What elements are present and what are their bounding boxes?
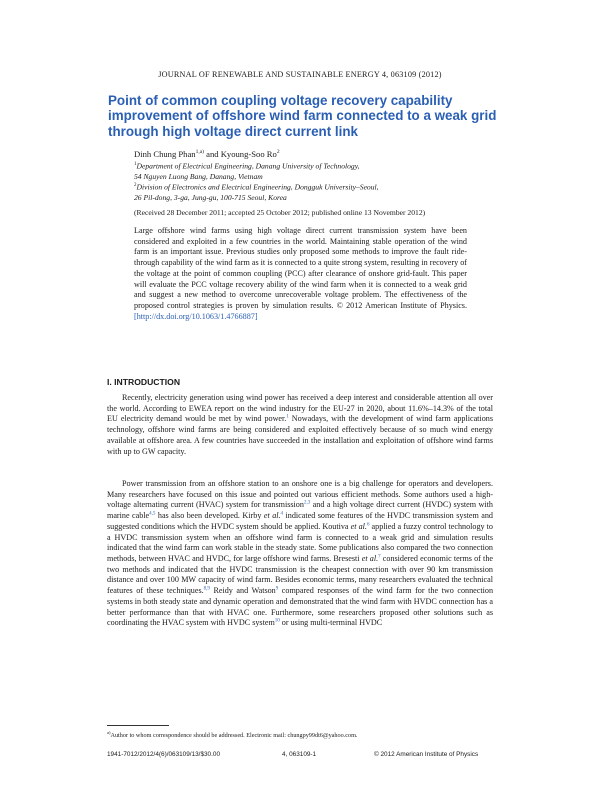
et-al: et al.: [361, 554, 379, 564]
affil-line: Division of Electronics and Electrical Engineering, Dongguk University–Seoul,: [136, 182, 379, 192]
citation-ref[interactable]: 6: [366, 522, 370, 528]
footnote-mark: a): [107, 730, 111, 735]
author-list: [134, 149, 280, 159]
author-name: and Kyoung-Soo Ro: [206, 149, 277, 159]
paragraph-text: applied a fuzzy control technology to a HVDC transmission system when an offshore wind farm is connected to a weak grid and simulation results indicated that the wind farm can work stable in the steady state. Some publications also compared the two connection methods, between HVAC and HVDC, for large offshore wind farms. Bresesti: [107, 521, 493, 564]
intro-paragraph-1: [107, 393, 493, 457]
paragraph-text: has also been developed. Kirby: [155, 511, 264, 521]
abstract: [134, 226, 467, 322]
paragraph-text: Power transmission from an offshore station to an onshore one is a big challenge for operators and developers. Many researchers have focused on this issue and pointed out various efficient methods. Some authors used a high-voltage alternating current (HVAC) system for transmission: [107, 479, 493, 510]
citation-ref[interactable]: 4: [280, 511, 284, 517]
intro-paragraph-2: [107, 479, 493, 629]
citation-ref[interactable]: 4,5: [149, 511, 156, 517]
citation-ref[interactable]: 7: [378, 554, 381, 560]
paragraph-text: Nowadays, with the development of wind farm applications technology, offshore wind farms are being considered and exploited effectively because of so much wind energy available at offshore area. A few countries have succeeded in the installation and exploitation of offshore wind farms with up to GW capacity.: [107, 414, 493, 456]
et-al: et al.: [350, 521, 367, 531]
received-dates: (Received 28 December 2011; accepted 25 October 2012; published online 13 November 2012): [134, 208, 426, 217]
author-name: Dinh Chung Phan: [134, 149, 196, 159]
article-title: Point of common coupling voltage recovery capability improvement of offshore wind farm connected to a weak grid through high voltage direct current link: [108, 93, 497, 139]
paragraph-text: or using multi-terminal HVDC: [279, 618, 383, 628]
paragraph-text: indicated some features of the HVDC transmission system and suggested conditions which the HVDC system should be applied. Koutiva: [107, 511, 493, 531]
affil-mark: 1: [134, 162, 137, 167]
paragraph-text: and a high voltage direct current (HVDC) system with marine cable: [107, 500, 493, 521]
footer-copyright: © 2012 American Institute of Physics: [374, 751, 479, 758]
section-heading: I. INTRODUCTION: [107, 377, 181, 387]
paragraph-text: Recently, electricity generation using wind power has received a deep interest and considerable attention all over the world. According to EWEA report on the wind industry for the EU-27 in 2020, about 11.6%–14.3% of the total EU electricity demand would be met by wind power.: [107, 393, 493, 424]
abstract-text: Large offshore wind farms using high voltage direct current transmission system have been considered and exploited in a few countries in the world. Maintaining stable operation of the wind farm is an important issue. Previous studies only proposed some methods to improve the fault ride-through capability of the wind farm as it is connected to a quite strong system, resulting in recovery of the voltage at the point of common coupling (PCC) after clearance of onshore grid-fault. This paper will evaluate the PCC voltage recovery ability of the wind farm when it is connected to a weak grid and suggest a new method to overcome unrecoverable voltage problem. The effectiveness of the proposed control strategies is proven by simulation results. © 2012 American Institute of Physics.: [134, 226, 467, 311]
affil-line: 26 Pil-dong, 3-ga, Jung-gu, 100-715 Seoul, Korea: [134, 192, 287, 202]
citation-ref[interactable]: 9: [275, 586, 279, 592]
author-affil-mark: 1,a): [195, 149, 204, 156]
citation-ref[interactable]: 1: [286, 414, 289, 420]
affil-mark: 2: [134, 183, 137, 188]
paragraph-text: Reidy and Watson: [209, 586, 276, 596]
footer-page-number: 4, 063109-1: [282, 751, 317, 758]
affil-line: 54 Nguyen Luong Bang, Danang, Vietnam: [134, 171, 263, 181]
citation-ref[interactable]: 10: [274, 618, 280, 624]
journal-header: JOURNAL OF RENEWABLE AND SUSTAINABLE ENERGY 4, 063109 (2012): [158, 70, 442, 79]
affiliation-2: [134, 181, 379, 203]
citation-ref[interactable]: 2,3: [303, 500, 311, 506]
doi-link[interactable]: [http://dx.doi.org/10.1063/1.4766887]: [134, 311, 258, 321]
citation-ref[interactable]: 8,9: [203, 586, 210, 592]
footer-issn: 1941-7012/2012/4(6)/063109/13/$30.00: [107, 751, 221, 758]
footnote-rule: [107, 725, 169, 726]
affil-line: Department of Electrical Engineering, Danang University of Technology,: [136, 161, 360, 171]
author-affil-mark: 2: [276, 149, 280, 156]
affiliation-1: [134, 160, 360, 182]
footnote: [107, 730, 357, 739]
et-al: et al.: [263, 511, 281, 521]
footnote-text: Author to whom correspondence should be addressed. Electronic mail: chungpy99dt6@yahoo.com.: [110, 732, 358, 740]
paragraph-text: compared responses of the wind farm for the two connection systems in both steady state and dynamic operation and demonstrated that the wind farm with HVDC connection has a better performance than that with HVAC one. Furthermore, some researchers proposed other solutions such as coordinating the HVAC system with HVDC system: [107, 586, 494, 628]
paragraph-text: considered economic terms of the two methods and indicated that the HVDC transmission is the cheapest connection with over 90 km transmission distance and over 100 MW capacity of wind farm. Besides economic terms, many researchers evaluated the technical features of these techniques.: [107, 554, 493, 596]
